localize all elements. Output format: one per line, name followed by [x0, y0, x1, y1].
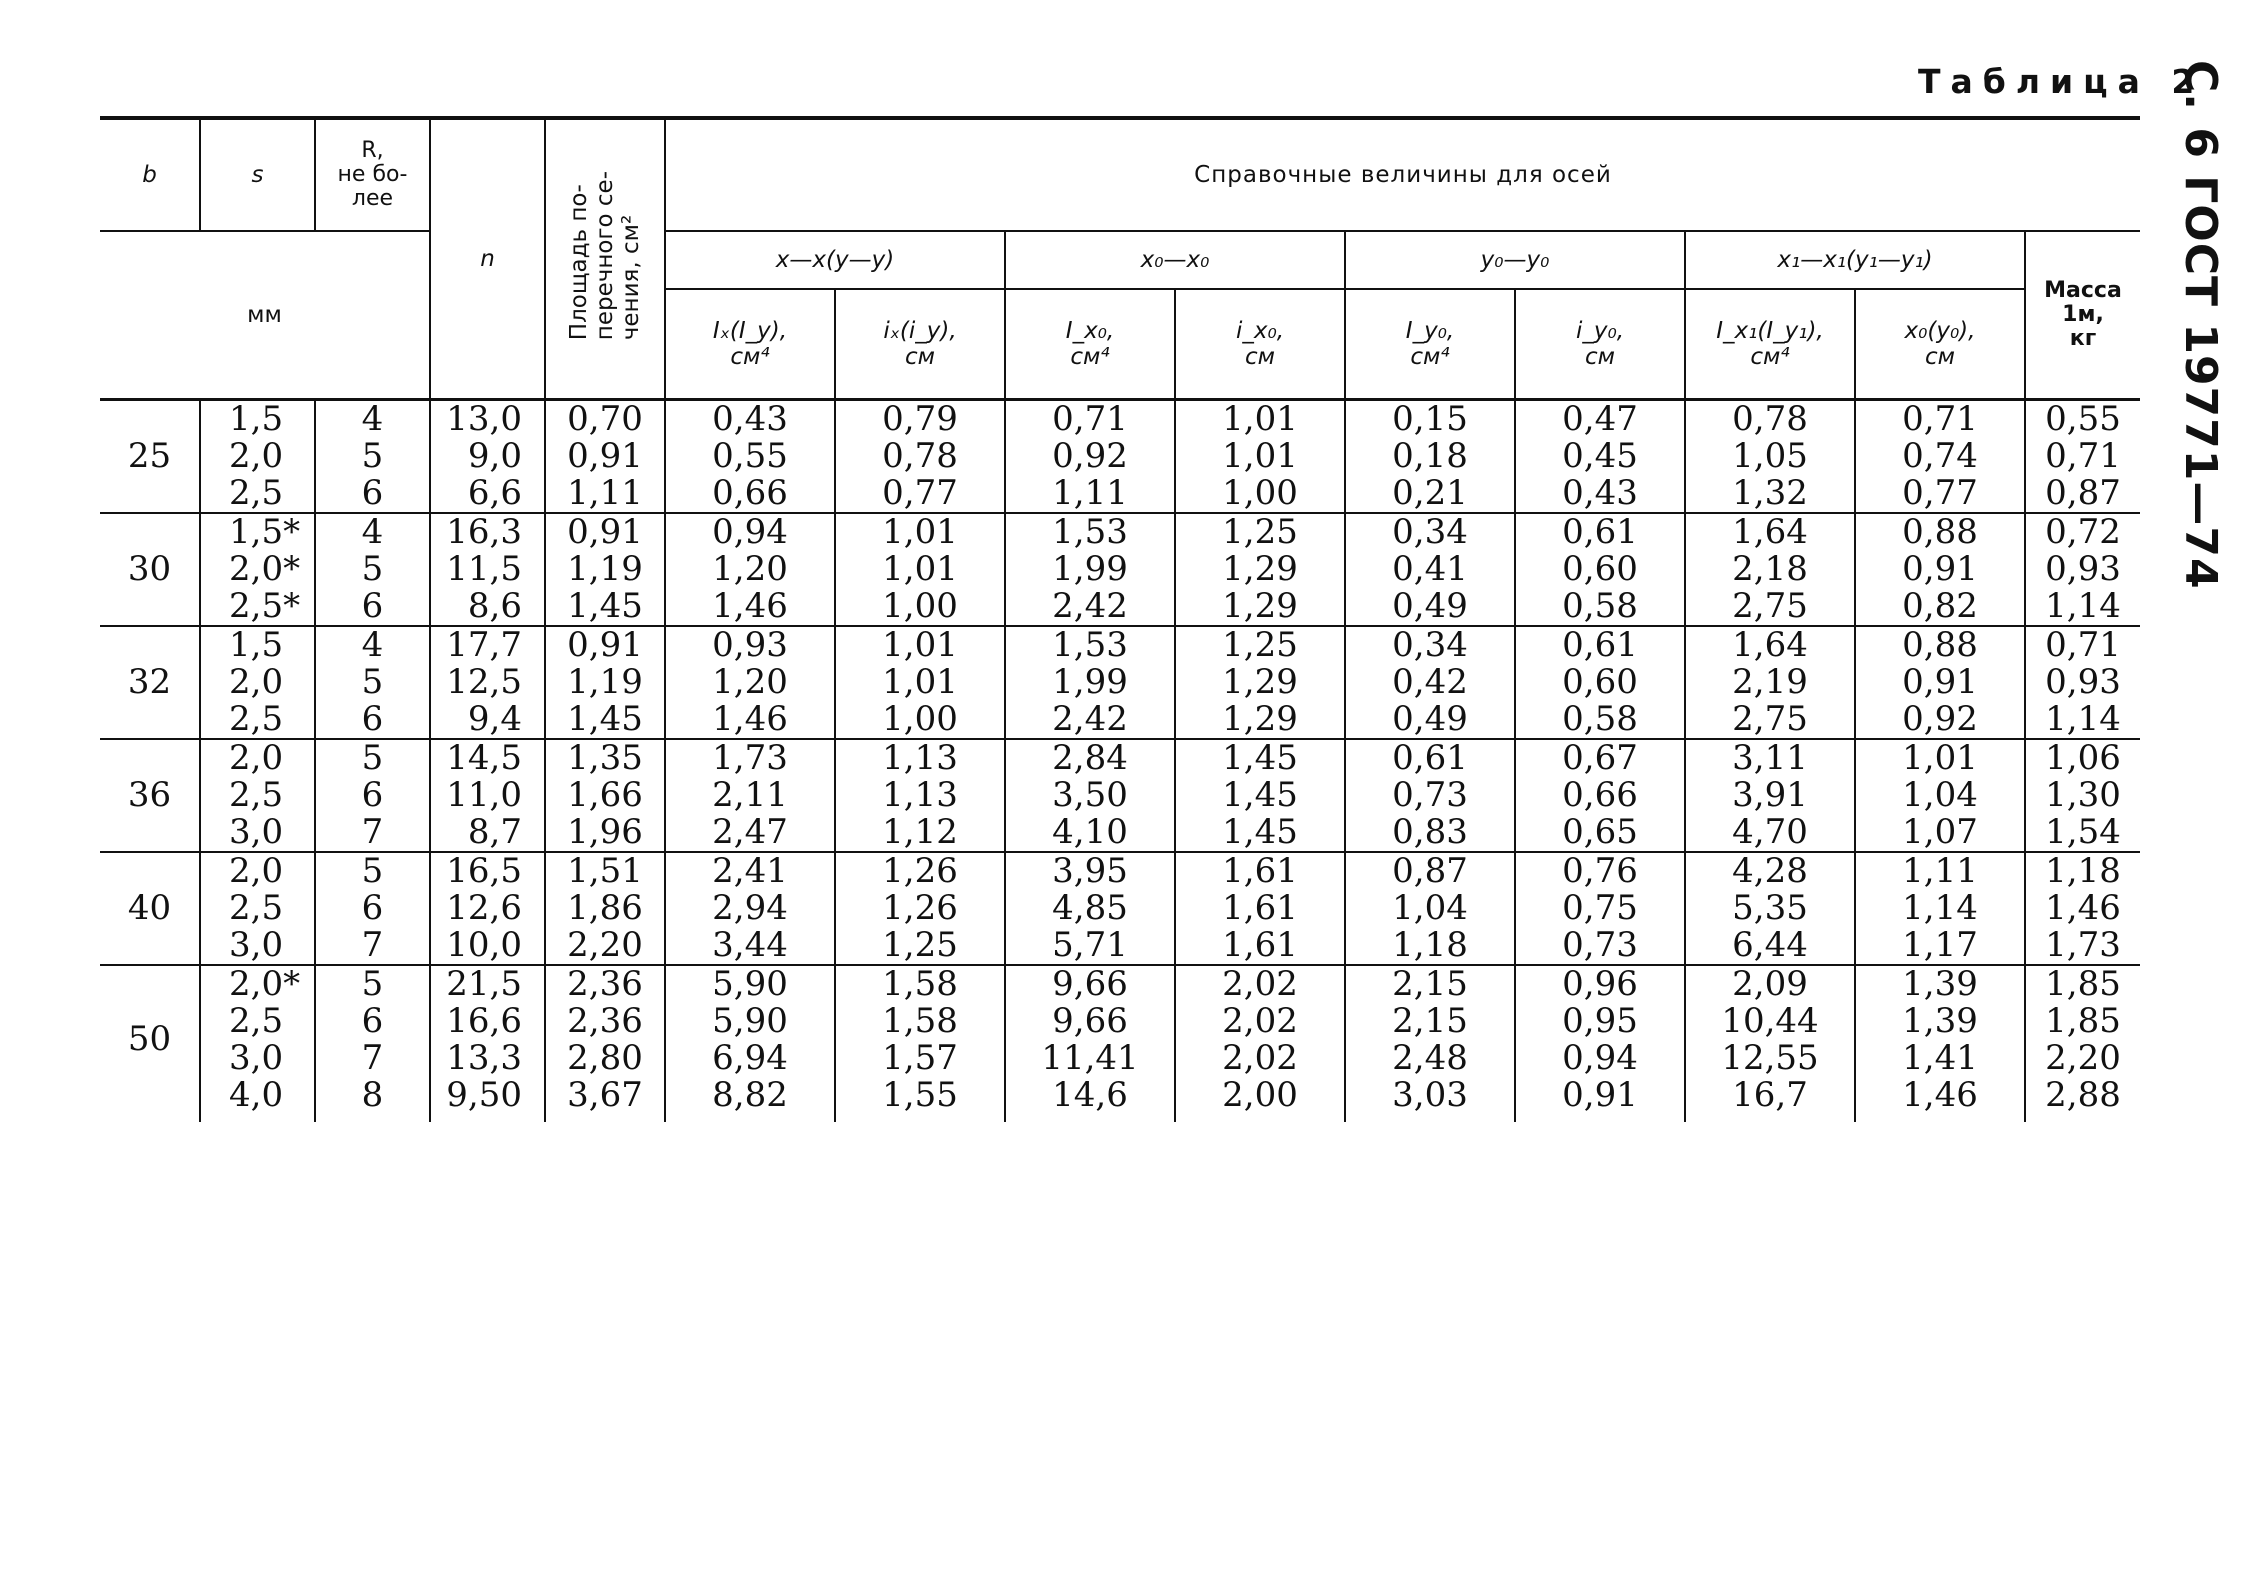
cell-c5: 0,34 0,41 0,49 [1345, 513, 1515, 626]
cell-c8: 0,88 0,91 0,92 [1855, 626, 2025, 739]
cell-m: 0,71 0,93 1,14 [2025, 626, 2140, 739]
cell-c7: 3,11 3,91 4,70 [1685, 739, 1855, 852]
cell-b: 30 [127, 548, 172, 589]
cell-c2: 1,58 1,58 1,57 1,55 [835, 965, 1005, 1122]
cell-c6: 0,61 0,60 0,58 [1515, 513, 1685, 626]
cell-m: 0,55 0,71 0,87 [2025, 399, 2140, 513]
table-row [100, 399, 2140, 513]
cell-m: 1,18 1,46 1,73 [2025, 852, 2140, 965]
header-s: s [200, 118, 315, 231]
cell-s: 1,5 2,0 2,5 [200, 399, 315, 513]
reference-table [100, 116, 2140, 1122]
header-ix [835, 289, 1005, 399]
cell-b: 32 [127, 661, 172, 702]
cell-c4: 1,01 1,01 1,00 [1175, 399, 1345, 513]
cell-c2: 1,26 1,26 1,25 [835, 852, 1005, 965]
cell-s: 2,0* 2,5 3,0 4,0 [200, 965, 315, 1122]
header-units-mm: мм [247, 301, 282, 328]
header-Ix-text: Iₓ(I_y), см⁴ [712, 317, 788, 370]
cell-a: 0,91 1,19 1,45 [545, 626, 665, 739]
cell-c4: 2,02 2,02 2,02 2,00 [1175, 965, 1345, 1122]
header-reference: Справочные величины для осей [665, 118, 2140, 231]
header-area-text: Площадь по- перечного се- чения, см² [566, 171, 644, 341]
cell-c8: 1,11 1,14 1,17 [1855, 852, 2025, 965]
cell-a: 0,91 1,19 1,45 [545, 513, 665, 626]
table-row [100, 739, 2140, 852]
cell-c8: 1,01 1,04 1,07 [1855, 739, 2025, 852]
header-axis-y0: y₀—y₀ [1345, 231, 1685, 289]
cell-c4: 1,25 1,29 1,29 [1175, 513, 1345, 626]
cell-a: 2,36 2,36 2,80 3,67 [545, 965, 665, 1122]
cell-c2: 1,01 1,01 1,00 [835, 626, 1005, 739]
cell-c2: 1,13 1,13 1,12 [835, 739, 1005, 852]
cell-r: 4 5 6 [315, 513, 430, 626]
header-Iy0 [1345, 289, 1515, 399]
cell-c8: 0,71 0,74 0,77 [1855, 399, 2025, 513]
cell-c1: 5,90 5,90 6,94 8,82 [665, 965, 835, 1122]
cell-s: 2,0 2,5 3,0 [200, 852, 315, 965]
cell-r: 4 5 6 [315, 399, 430, 513]
cell-b: 25 [127, 435, 172, 476]
cell-c3: 1,53 1,99 2,42 [1005, 626, 1175, 739]
cell-c1: 0,43 0,55 0,66 [665, 399, 835, 513]
header-Ix1 [1685, 289, 1855, 399]
cell-c5: 0,87 1,04 1,18 [1345, 852, 1515, 965]
cell-r: 5 6 7 8 [315, 965, 430, 1122]
header-ix-text: iₓ(i_y), см [883, 317, 957, 370]
cell-a: 0,70 0,91 1,11 [545, 399, 665, 513]
cell-c5: 0,61 0,73 0,83 [1345, 739, 1515, 852]
header-Ix [665, 289, 835, 399]
cell-n: 17,7 12,5 9,4 [430, 626, 545, 739]
cell-c2: 0,79 0,78 0,77 [835, 399, 1005, 513]
header-iy0-text: i_y₀, см [1575, 317, 1625, 370]
cell-r: 4 5 6 [315, 626, 430, 739]
cell-c6: 0,47 0,45 0,43 [1515, 399, 1685, 513]
cell-b: 40 [127, 887, 172, 928]
cell-m: 1,85 1,85 2,20 2,88 [2025, 965, 2140, 1122]
header-iy0 [1515, 289, 1685, 399]
cell-c3: 1,53 1,99 2,42 [1005, 513, 1175, 626]
cell-n: 21,5 16,6 13,3 9,50 [430, 965, 545, 1122]
cell-c7: 0,78 1,05 1,32 [1685, 399, 1855, 513]
header-mass-text: Масса 1м, кг [2044, 277, 2122, 351]
cell-c7: 1,64 2,19 2,75 [1685, 626, 1855, 739]
cell-c3: 0,71 0,92 1,11 [1005, 399, 1175, 513]
cell-c3: 2,84 3,50 4,10 [1005, 739, 1175, 852]
cell-c6: 0,61 0,60 0,58 [1515, 626, 1685, 739]
cell-a: 1,51 1,86 2,20 [545, 852, 665, 965]
cell-m: 1,06 1,30 1,54 [2025, 739, 2140, 852]
header-x0y0 [1855, 289, 2025, 399]
header-r-text: R, не бо- лее [337, 138, 408, 211]
cell-c5: 0,15 0,18 0,21 [1345, 399, 1515, 513]
cell-c5: 2,15 2,15 2,48 3,03 [1345, 965, 1515, 1122]
cell-c1: 1,73 2,11 2,47 [665, 739, 835, 852]
cell-a: 1,35 1,66 1,96 [545, 739, 665, 852]
header-r [315, 118, 430, 231]
table-label: Таблица 2 [1918, 62, 2205, 101]
header-ix0-text: i_x₀, см [1235, 317, 1285, 370]
header-n: n [430, 118, 545, 399]
cell-c1: 0,93 1,20 1,46 [665, 626, 835, 739]
cell-s: 1,5* 2,0* 2,5* [200, 513, 315, 626]
cell-c5: 0,34 0,42 0,49 [1345, 626, 1515, 739]
side-document-title [2152, 60, 2226, 590]
header-Ix0-text: I_x₀, см⁴ [1065, 317, 1115, 370]
side-title-text: С. 6 ГОСТ 19771—74 [2175, 60, 2226, 590]
cell-c2: 1,01 1,01 1,00 [835, 513, 1005, 626]
header-b: b [100, 118, 200, 231]
cell-b: 36 [127, 774, 172, 815]
cell-c6: 0,76 0,75 0,73 [1515, 852, 1685, 965]
cell-s: 2,0 2,5 3,0 [200, 739, 315, 852]
cell-c8: 1,39 1,39 1,41 1,46 [1855, 965, 2025, 1122]
cell-c4: 1,25 1,29 1,29 [1175, 626, 1345, 739]
cell-c7: 2,09 10,44 12,55 16,7 [1685, 965, 1855, 1122]
cell-s: 1,5 2,0 2,5 [200, 626, 315, 739]
table-row [100, 513, 2140, 626]
cell-c6: 0,67 0,66 0,65 [1515, 739, 1685, 852]
cell-c1: 2,41 2,94 3,44 [665, 852, 835, 965]
cell-c4: 1,61 1,61 1,61 [1175, 852, 1345, 965]
header-mass [2025, 231, 2140, 399]
header-axis-xx: x—x(y—y) [665, 231, 1005, 289]
table-row [100, 965, 2140, 1122]
cell-c6: 0,96 0,95 0,94 0,91 [1515, 965, 1685, 1122]
header-Ix1-text: I_x₁(I_y₁), см⁴ [1716, 317, 1824, 370]
header-area [545, 118, 665, 399]
table-row [100, 626, 2140, 739]
header-axis-x1: x₁—x₁(y₁—y₁) [1685, 231, 2025, 289]
cell-c4: 1,45 1,45 1,45 [1175, 739, 1345, 852]
header-ix0 [1175, 289, 1345, 399]
header-Iy0-text: I_y₀, см⁴ [1405, 317, 1455, 370]
cell-n: 14,5 11,0 8,7 [430, 739, 545, 852]
cell-r: 5 6 7 [315, 852, 430, 965]
cell-n: 13,0 9,0 6,6 [430, 399, 545, 513]
cell-c1: 0,94 1,20 1,46 [665, 513, 835, 626]
cell-n: 16,5 12,6 10,0 [430, 852, 545, 965]
cell-c7: 4,28 5,35 6,44 [1685, 852, 1855, 965]
cell-n: 16,3 11,5 8,6 [430, 513, 545, 626]
cell-m: 0,72 0,93 1,14 [2025, 513, 2140, 626]
cell-b: 50 [127, 1019, 172, 1059]
cell-c3: 9,66 9,66 11,41 14,6 [1005, 965, 1175, 1122]
table-row [100, 852, 2140, 965]
table-body [100, 399, 2140, 1122]
header-axis-x0: x₀—x₀ [1005, 231, 1345, 289]
header-Ix0 [1005, 289, 1175, 399]
cell-c8: 0,88 0,91 0,82 [1855, 513, 2025, 626]
cell-c3: 3,95 4,85 5,71 [1005, 852, 1175, 965]
cell-r: 5 6 7 [315, 739, 430, 852]
cell-c7: 1,64 2,18 2,75 [1685, 513, 1855, 626]
header-x0y0-text: x₀(y₀), см [1904, 317, 1976, 370]
